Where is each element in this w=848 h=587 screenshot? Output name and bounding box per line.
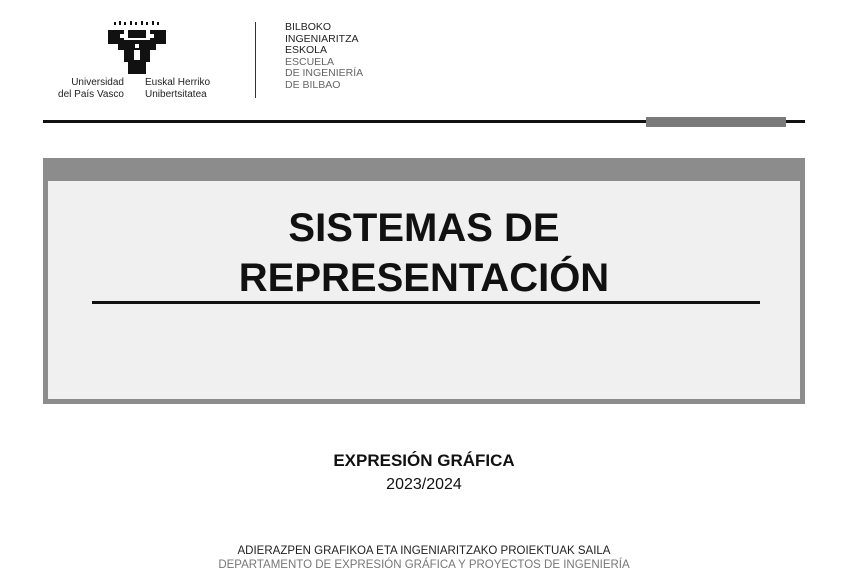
university-name-basque-line2: Unibertsitatea [145,89,207,100]
university-name-spanish-line2: del País Vasco [58,89,124,100]
school-spanish-line3: DE BILBAO [285,78,341,91]
school-spanish-line2: DE INGENIERÍA [285,67,364,79]
department-spanish: DEPARTAMENTO DE EXPRESIÓN GRÁFICA Y PROYECTOS DE INGENIERÍA [218,559,630,571]
university-logo-icon [104,20,170,76]
university-name-basque-line1: Euskal Herriko [145,77,211,88]
header-divider [255,22,256,98]
title-line1: SISTEMAS DE [288,206,560,250]
school-name [285,22,363,91]
title-underline [92,301,760,304]
department-basque: ADIERAZPEN GRAFIKOA ETA INGENIARITZAKO PROIEKTUAK SAILA [237,545,611,557]
title-line2: REPRESENTACIÓN [238,256,610,300]
document-title [48,203,800,303]
school-basque-line3: ESKOLA [285,44,328,56]
header-rule-accent [646,117,786,127]
subject-name: EXPRESIÓN GRÁFICA [333,451,515,470]
title-panel [43,158,805,404]
university-name-spanish-line1: Universidad [71,77,124,88]
school-spanish-line1: ESCUELA [285,55,335,68]
academic-year: 2023/2024 [386,476,462,493]
school-basque-line2: INGENIARITZA [285,32,359,45]
university-name-basque [145,77,210,101]
school-basque-line1: BILBOKO [285,21,332,33]
university-name-spanish [42,77,124,101]
